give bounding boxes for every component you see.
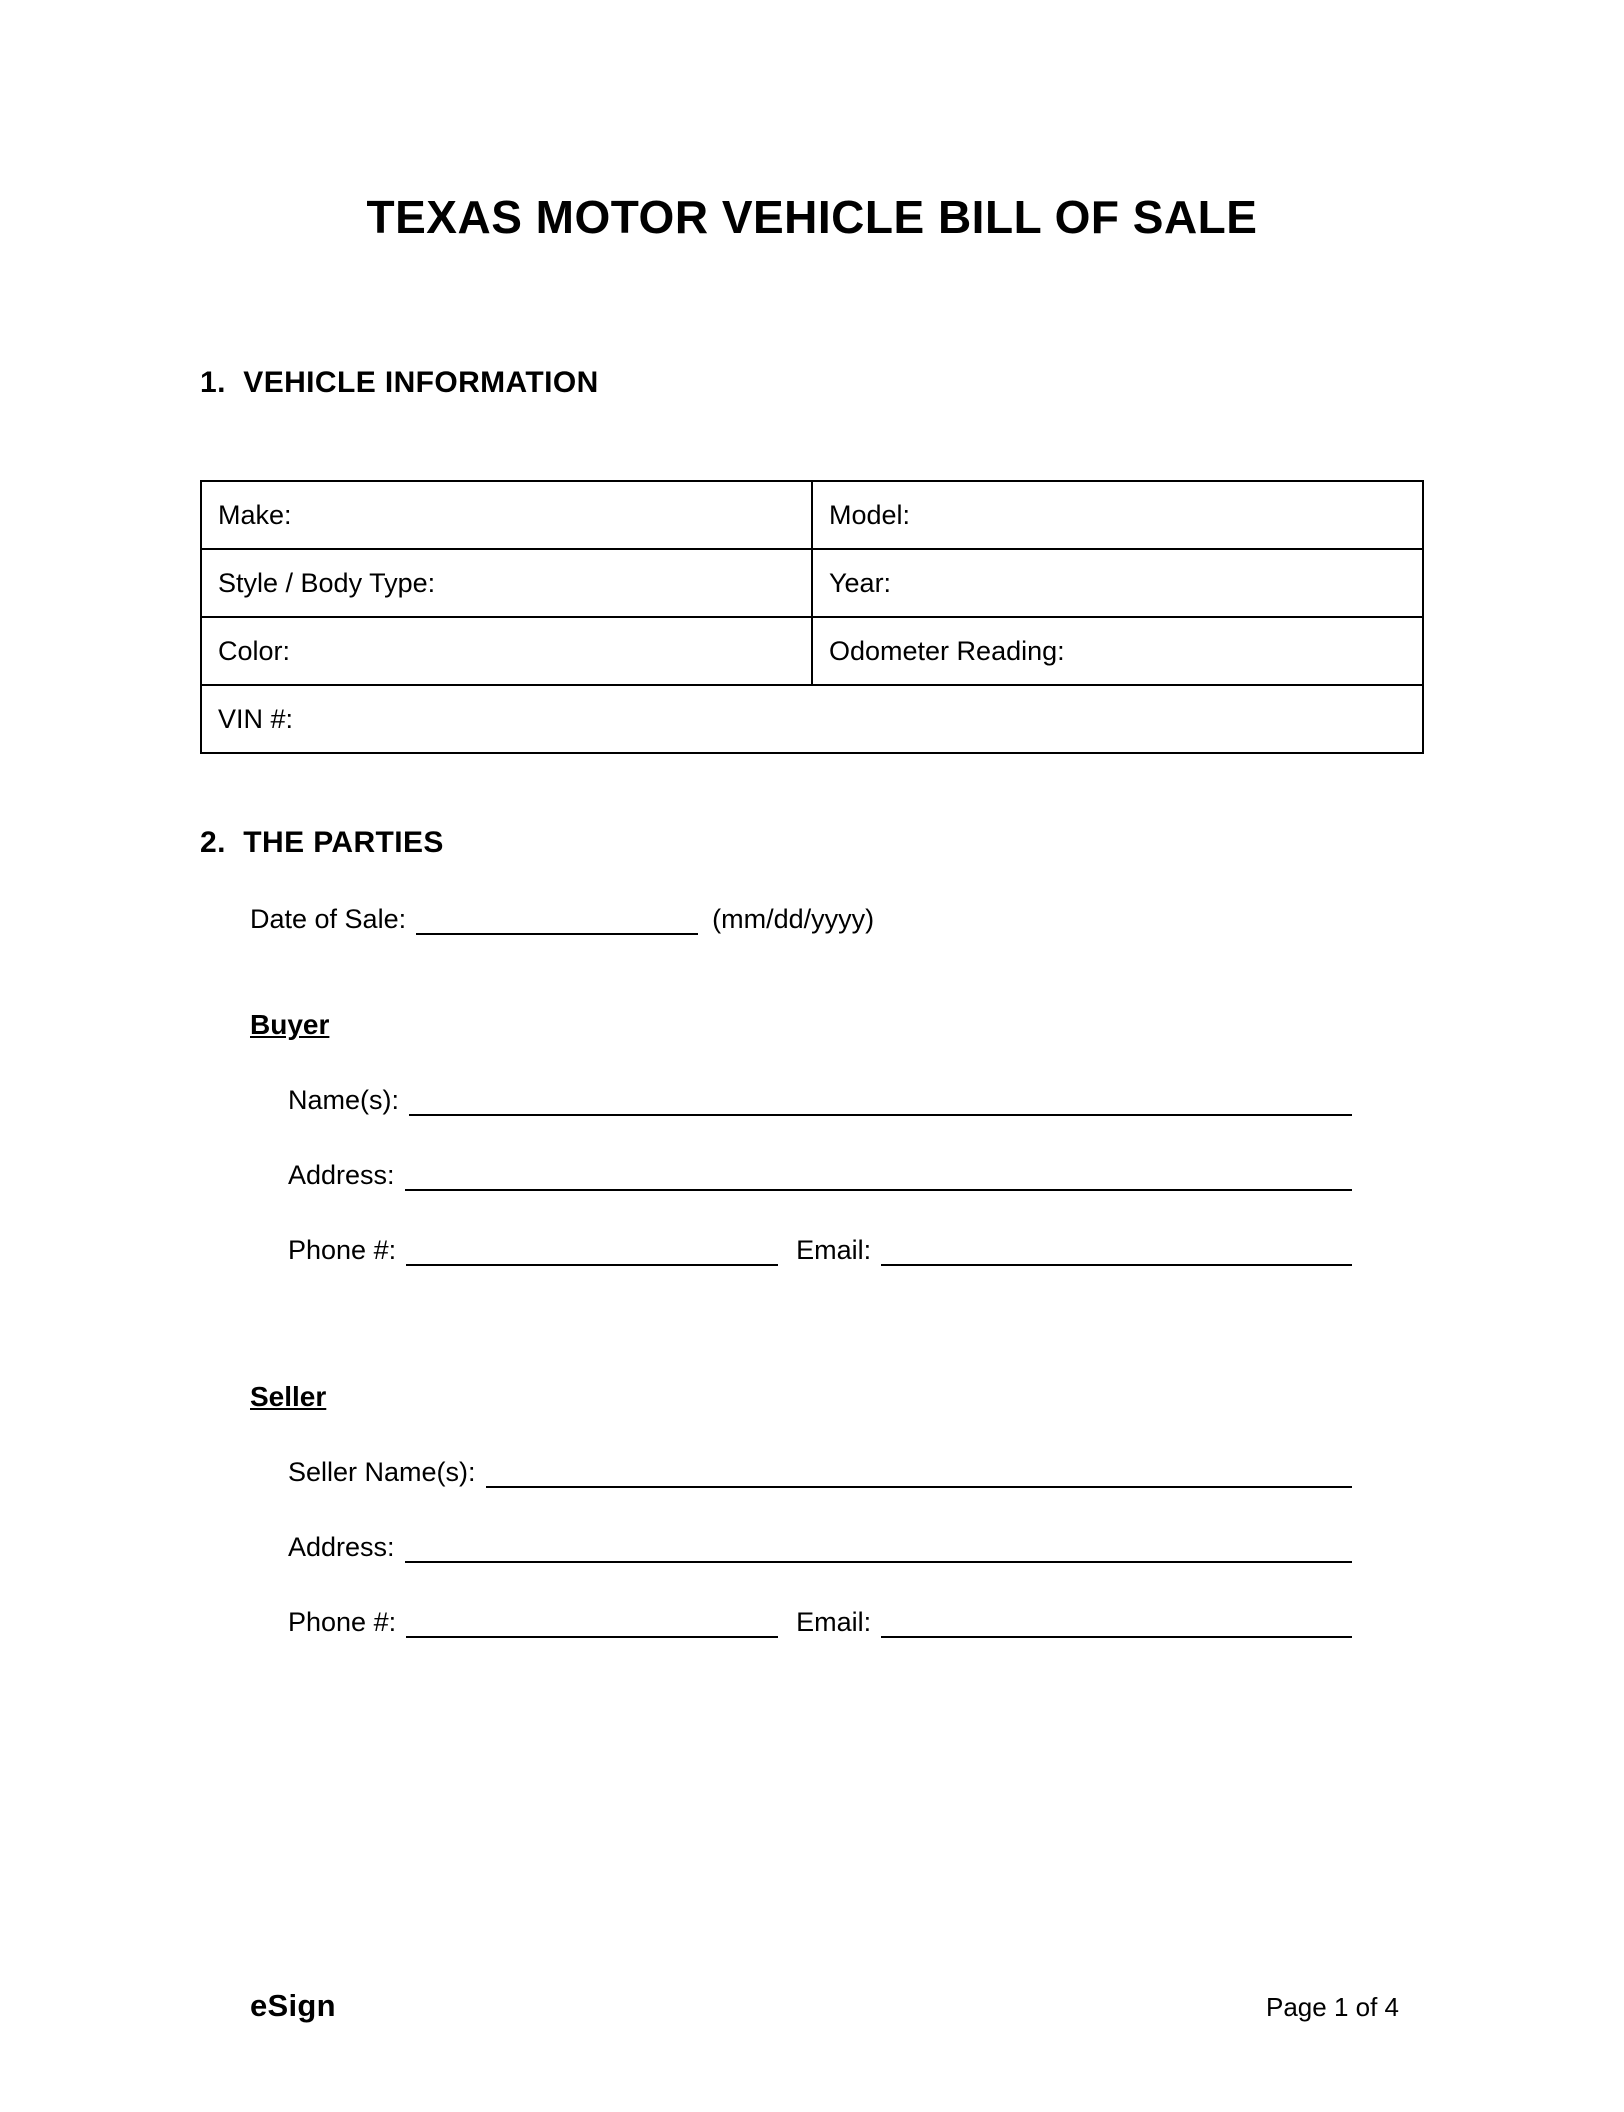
seller-name-label: Seller Name(s): [288, 1457, 476, 1487]
table-row [201, 481, 1423, 549]
buyer-address-label: Address: [288, 1160, 395, 1190]
buyer-heading: Buyer [250, 1009, 330, 1040]
section-heading-vehicle-information: 1. VEHICLE INFORMATION [200, 366, 599, 399]
buyer-fields [288, 1085, 1352, 1266]
seller-phone-line[interactable] [406, 1608, 778, 1638]
date-of-sale-row [250, 904, 1010, 935]
seller-phone-label: Phone #: [288, 1607, 397, 1637]
seller-fields [288, 1457, 1352, 1638]
year-field[interactable]: Year: [812, 549, 1423, 617]
table-row [201, 549, 1423, 617]
buyer-name-row [288, 1085, 1352, 1116]
seller-email-line[interactable] [881, 1608, 1352, 1638]
seller-name-line[interactable] [486, 1458, 1352, 1488]
buyer-name-label: Name(s): [288, 1085, 400, 1115]
buyer-phone-label: Phone #: [288, 1235, 397, 1265]
date-of-sale-label: Date of Sale: [250, 904, 407, 934]
odometer-reading-field[interactable]: Odometer Reading: [812, 617, 1423, 685]
buyer-address-row [288, 1160, 1352, 1191]
seller-email-label: Email: [796, 1607, 872, 1637]
document-title: TEXAS MOTOR VEHICLE BILL OF SALE [366, 191, 1258, 243]
seller-contact-row [288, 1607, 1352, 1638]
buyer-email-line[interactable] [881, 1236, 1352, 1266]
seller-address-line[interactable] [405, 1533, 1352, 1563]
buyer-name-line[interactable] [409, 1086, 1352, 1116]
model-field[interactable]: Model: [812, 481, 1423, 549]
style-body-type-field[interactable]: Style / Body Type: [201, 549, 812, 617]
seller-heading: Seller [250, 1381, 327, 1412]
buyer-email-label: Email: [796, 1235, 872, 1265]
page-footer [250, 1988, 1399, 2024]
make-field[interactable]: Make: [201, 481, 812, 549]
buyer-contact-row [288, 1235, 1352, 1266]
table-row [201, 617, 1423, 685]
section-heading-the-parties: 2. THE PARTIES [200, 826, 444, 859]
date-of-sale-line[interactable] [416, 905, 698, 935]
vehicle-info-table [200, 480, 1424, 754]
date-format-hint: (mm/dd/yyyy) [712, 904, 875, 934]
table-row [201, 685, 1423, 753]
vin-field[interactable]: VIN #: [201, 685, 1423, 753]
color-field[interactable]: Color: [201, 617, 812, 685]
seller-address-label: Address: [288, 1532, 395, 1562]
seller-address-row [288, 1532, 1352, 1563]
buyer-phone-line[interactable] [406, 1236, 778, 1266]
seller-name-row [288, 1457, 1352, 1488]
buyer-address-line[interactable] [405, 1161, 1352, 1191]
page-number: Page 1 of 4 [1266, 1992, 1399, 2022]
esign-logo: eSign [250, 1988, 336, 2023]
